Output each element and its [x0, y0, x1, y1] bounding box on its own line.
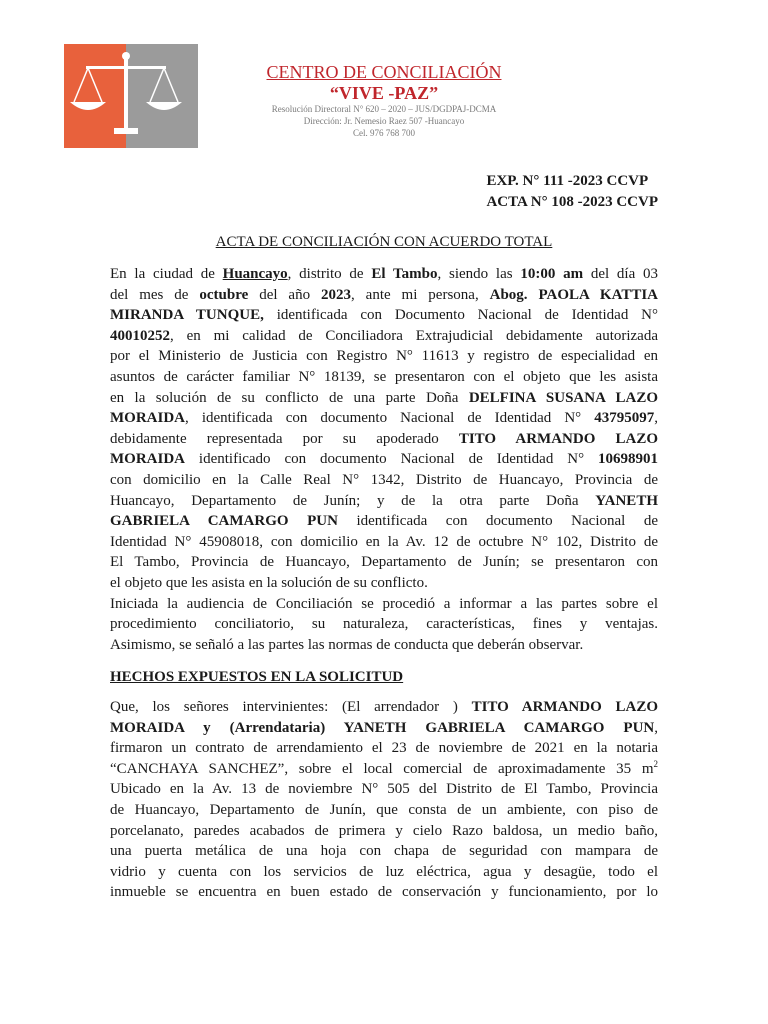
text-line: una puerta metálica de una hoja con chapa de seguridad con mampara de	[110, 843, 658, 860]
text-line: 40010252, en mi calidad de Conciliadora Extrajudicial debidamente autorizada	[110, 327, 658, 344]
header-title	[200, 62, 568, 83]
text-line: MIRANDA TUNQUE, identificada con Documento Nacional de Identidad N°	[110, 307, 659, 324]
header-title-text: CENTRO DE CONCILIACIÓN	[266, 62, 502, 82]
text-line: vidrio y cuenta con los servicios de luz eléctrica, agua y desagüe, todo el	[110, 863, 658, 880]
header-address: Dirección: Jr. Nemesio Raez 507 -Huancayo	[303, 116, 465, 126]
text-line: asuntos de carácter familiar N° 18139, se presentaron con el objeto que les asista	[110, 368, 658, 385]
text-line: El Tambo, Provincia de Huancayo, Departamento de Junín; se presentaron con	[110, 554, 658, 571]
balance-scale-logo	[64, 44, 198, 148]
text-line: inmueble se encuentra en buen estado de conservación y funcionamiento, por lo	[110, 884, 658, 901]
header-resolution: Resolución Directoral N° 620 – 2020 – JUS/DGDPAJ-DCMA	[271, 104, 497, 114]
case-references	[486, 171, 658, 213]
text-line: firmaron un contrato de arrendamiento el 23 de noviembre de 2021 en la notaria	[110, 740, 658, 757]
text-line: en la solución de su conflicto de una parte Doña DELFINA SUSANA LAZO	[110, 389, 658, 406]
text-line: En la ciudad de Huancayo, distrito de El Tambo, siendo las 10:00 am del día 03	[110, 266, 658, 282]
text-line: Identidad N° 45908018, con domicilio en la Av. 12 de octubre N° 102, Distrito de	[110, 533, 658, 550]
text-line: debidamente representada por su apoderado TITO ARMANDO LAZO	[110, 430, 659, 447]
text-line: MORAIDA identificado con documento Nacional de Identidad N° 10698901	[110, 451, 658, 468]
acta-number: ACTA N° 108 -2023 CCVP	[486, 194, 658, 210]
text-line: Asimismo, se señaló a las partes las normas de conducta que deberán observar.	[110, 636, 584, 653]
introduction-paragraph	[110, 264, 658, 655]
header-phone: Cel. 976 768 700	[353, 128, 415, 138]
text-line: “CANCHAYA SANCHEZ”, sobre el local comercial de aproximadamente 35 $m^2$	[110, 758, 658, 777]
text-line: Que, los señores intervinientes: (El arrendador ) TITO ARMANDO LAZO	[110, 699, 658, 715]
text-line: del mes de octubre del año 2023, ante mi persona, Abog. PAOLA KATTIA	[110, 286, 658, 303]
text-line: procedimiento conciliatorio, su naturaleza, características, fines y ventajas.	[110, 616, 658, 633]
facts-paragraph	[110, 697, 658, 903]
text-line: el objeto que les asista en la solución de su conflicto.	[110, 574, 428, 591]
text-line: con domicilio en la Calle Real N° 1342, Distrito de Huancayo, Provincia de	[110, 471, 658, 488]
text-line: MORAIDA, identificada con documento Nacional de Identidad N° 43795097,	[110, 410, 658, 427]
text-line: GABRIELA CAMARGO PUN identificada con documento Nacional de	[110, 513, 659, 530]
text-line: Huancayo, Departamento de Junín; y de la otra parte Doña YANETH	[110, 492, 658, 509]
expediente-number: EXP. N° 111 -2023 CCVP	[486, 173, 649, 189]
text-line: porcelanato, paredes acabados de primera y cielo Razo baldosa, un medio baño,	[110, 822, 658, 839]
text-line: Iniciada la audiencia de Conciliación se procedió a informar a las partes sobre el	[110, 595, 658, 612]
text-line: de Huancayo, Departamento de Junín, que consta de un ambiente, con piso de	[110, 801, 658, 818]
document-title: ACTA DE CONCILIACIÓN CON ACUERDO TOTAL	[215, 234, 553, 250]
section-heading: HECHOS EXPUESTOS EN LA SOLICITUD	[110, 669, 404, 685]
header-subtitle: “VIVE -PAZ”	[329, 83, 439, 103]
text-line: por el Ministerio de Justicia con Registro N° 11613 y registro de especialidad en	[110, 348, 658, 365]
text-line: MORAIDA y (Arrendataria) YANETH GABRIELA CAMARGO PUN,	[110, 719, 658, 736]
text-line: Ubicado en la Av. 13 de noviembre N° 505 del Distrito de El Tambo, Provincia	[110, 781, 658, 798]
